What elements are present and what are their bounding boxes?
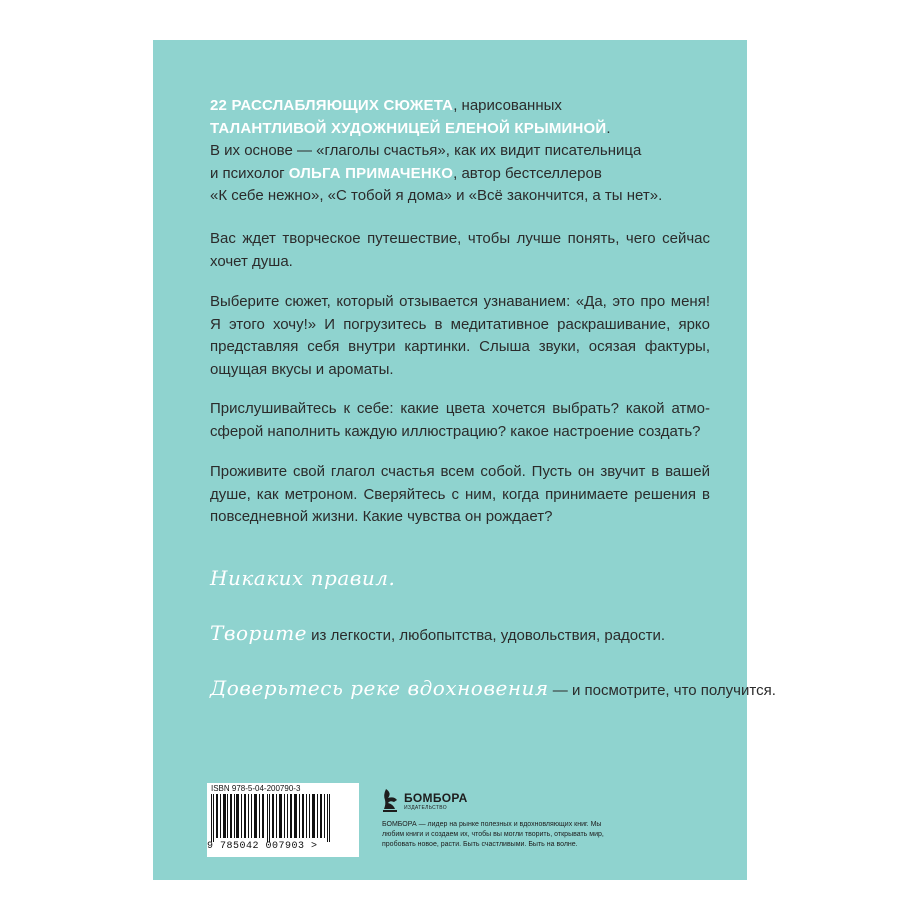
intro-paragraph: 22 РАССЛАБЛЯЮЩИХ СЮЖЕТА, нарисованных ТАЛАНТЛИВОЙ ХУДОЖНИЦЕЙ ЕЛЕНОЙ КРЫМИНОЙ. В их основе — «глаголы счастья», как их видит писательница и психолог ОЛЬГА ПРИМАЧЕНКО, автор бестселлеров «К себе нежно», «С тобой я дома» и «Всё закончится, а ты нет». (210, 97, 663, 204)
script-line-no-rules: Никаких правил. (210, 566, 396, 590)
barcode-digits: 9 785042 007903 > (207, 841, 318, 852)
paragraph-listen: Прислушивайтесь к себе: какие цвета хочется выбрать? какой атмосферой наполнить каждую иллюстрацию? какое настроение создать? (210, 400, 710, 440)
publisher-about: БОМБОРА — лидер на рынке полезных и вдохновляющих книг. Мы любим книги и создаем их, чтобы вы могли творить, открывать мир, пробовать новое, расти. Быть счастливыми. Быть на волне. (382, 821, 604, 848)
script-line-create: Творите из легкости, любопытства, удовольствия, радости. (210, 621, 666, 645)
publisher-logo-icon (382, 787, 402, 813)
isbn-text: ISBN 978-5-04-200790-3 (211, 784, 301, 793)
paragraph-choose: Выберите сюжет, который отзывается узнаванием: «Да, это про меня! Я этого хочу!» И погрузитесь в медитативное раскрашивание, ярко представляя себя внутри картинки. Слыша звуки, осязая фактуры, ощущая вкусы и ароматы. (210, 293, 710, 378)
publisher-name: БОМБОРА (404, 791, 468, 805)
barcode-icon (211, 794, 333, 842)
barcode-block (207, 783, 359, 857)
paragraph-journey: Вас ждет творческое путешествие, чтобы лучше понять, чего сейчас хочет душа. (210, 230, 710, 270)
highlight-plots: 22 РАССЛАБЛЯЮЩИХ СЮЖЕТА (210, 97, 454, 114)
script-line-trust: Доверьтесь реке вдохновения — и посмотрите, что получится. (210, 676, 776, 700)
publisher-subtitle: ИЗДАТЕЛЬСТВО (404, 805, 447, 811)
highlight-author: ОЛЬГА ПРИМАЧЕНКО (288, 164, 454, 182)
highlight-artist: ТАЛАНТЛИВОЙ ХУДОЖНИЦЕЙ ЕЛЕНОЙ КРЫМИНОЙ (210, 119, 607, 137)
paragraph-live: Проживите свой глагол счастья всем собой. Пусть он звучит в вашей душе, как метроном. Сверяйтесь с ним, когда принимаете решения в повседневной жизни. Какие чувства он рождает? (210, 463, 710, 525)
